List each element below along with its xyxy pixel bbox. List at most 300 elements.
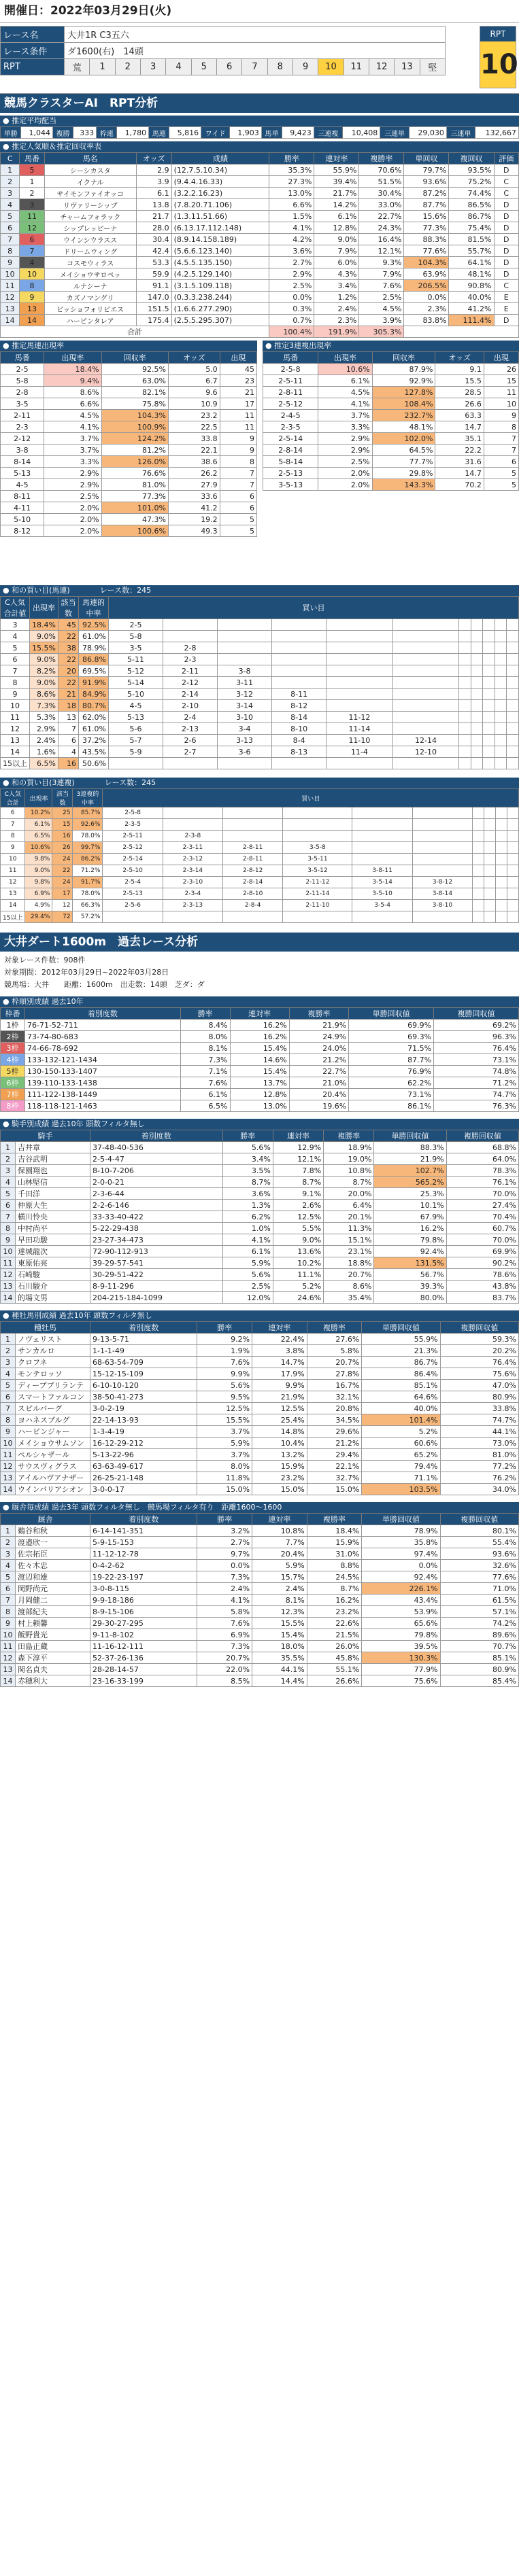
buy-cell-empty bbox=[484, 807, 496, 819]
table-cell: 55.9% bbox=[314, 164, 359, 176]
table-cell: 21.7 bbox=[136, 211, 171, 222]
table-cell: 7 bbox=[1, 1211, 16, 1223]
buy-cell-empty bbox=[483, 735, 495, 746]
table-cell: 12.9% bbox=[273, 1142, 323, 1153]
table-cell: 104.3% bbox=[404, 257, 449, 268]
table-cell: 5.2% bbox=[273, 1281, 323, 1292]
table-cell: 71.5% bbox=[349, 1043, 434, 1054]
table-cell: 2.4% bbox=[252, 1583, 307, 1595]
table-cell: 8枠 bbox=[1, 1100, 25, 1112]
buy-cell-empty bbox=[163, 807, 222, 819]
table-cell: 33.8% bbox=[440, 1403, 518, 1414]
buy-cell: 2-3-14 bbox=[163, 865, 222, 877]
table-cell: 49.3 bbox=[168, 525, 220, 537]
table-cell: 204-215-184-1099 bbox=[90, 1292, 223, 1304]
buy-cell: 5-9 bbox=[108, 746, 163, 758]
table-row bbox=[1, 1223, 519, 1234]
buy-cell-empty bbox=[483, 700, 495, 712]
buy-cell: 5-6 bbox=[108, 723, 163, 735]
table-cell: 7.6% bbox=[197, 1618, 252, 1629]
table-cell: 29-30-27-295 bbox=[90, 1618, 197, 1629]
table-cell: 69.2% bbox=[434, 1020, 519, 1031]
table-cell: 20.7% bbox=[324, 1269, 374, 1281]
rpt-box bbox=[480, 26, 516, 88]
buy-cell-empty bbox=[471, 735, 483, 746]
table-cell: 32.7% bbox=[307, 1472, 362, 1484]
table-cell: 1-1-1-49 bbox=[90, 1345, 197, 1357]
table-cell: 29.4% bbox=[25, 911, 52, 923]
table-cell: 9.8% bbox=[25, 877, 52, 888]
table-cell: 10 bbox=[484, 398, 518, 410]
table-cell: 21.2% bbox=[289, 1054, 348, 1066]
table-cell: 2.7% bbox=[197, 1537, 252, 1548]
table-cell: 13 bbox=[20, 303, 44, 315]
table-cell: 92.9% bbox=[372, 375, 435, 387]
table-cell: 1.3% bbox=[222, 1200, 273, 1211]
table-row bbox=[1, 1345, 519, 1357]
table-cell: 3 bbox=[1, 619, 30, 631]
table-cell: 2 bbox=[1, 1345, 16, 1357]
table-cell: 6 bbox=[220, 502, 256, 514]
table-cell: 27.8% bbox=[307, 1368, 362, 1380]
table-cell: 5.5% bbox=[273, 1223, 323, 1234]
buy-cell-empty bbox=[163, 819, 222, 831]
table-cell: 86.8% bbox=[78, 654, 108, 665]
buy-cell-empty bbox=[471, 654, 483, 665]
table-cell: 27.9 bbox=[168, 479, 220, 491]
table-cell: 18.9% bbox=[324, 1142, 374, 1153]
table-cell: 69.5% bbox=[78, 665, 108, 677]
table-cell: 25.4% bbox=[252, 1414, 307, 1426]
table-cell: 74.7% bbox=[434, 1089, 519, 1100]
buy-cell-empty bbox=[507, 712, 519, 723]
waku-table bbox=[0, 1007, 519, 1112]
table-cell: 127.8% bbox=[372, 387, 435, 398]
pred-table bbox=[0, 152, 519, 338]
table-row bbox=[1, 1414, 519, 1426]
table-cell: 8-9-15-106 bbox=[90, 1606, 197, 1618]
table-cell: 76.4% bbox=[434, 1043, 519, 1054]
buy-cell: 2-13 bbox=[163, 723, 218, 735]
table-cell: 7 bbox=[20, 245, 44, 257]
table-cell: 12.8% bbox=[314, 222, 359, 234]
header-cell: 出現 bbox=[484, 352, 518, 364]
table-cell: 22.7% bbox=[359, 211, 404, 222]
table-cell: 23.1% bbox=[324, 1246, 374, 1257]
table-cell: 2-3 bbox=[1, 421, 44, 433]
table-cell: 仲原大生 bbox=[16, 1200, 90, 1211]
table-row bbox=[1, 514, 257, 525]
table-cell: 27.4% bbox=[446, 1200, 518, 1211]
table-row bbox=[1, 1472, 519, 1484]
table-cell: 2.0% bbox=[44, 502, 101, 514]
table-cell: 6.4% bbox=[324, 1200, 374, 1211]
table-cell: 吉井章 bbox=[16, 1142, 90, 1153]
table-cell: 7.3% bbox=[30, 700, 58, 712]
buy-cell-empty bbox=[459, 746, 471, 758]
table-cell: 2.7% bbox=[269, 257, 314, 268]
table-cell: 130-150-133-1407 bbox=[25, 1066, 181, 1077]
buy-cell-empty bbox=[459, 758, 471, 769]
buy-cell-empty bbox=[483, 689, 495, 700]
table-cell: ルナシーナ bbox=[44, 280, 136, 292]
table-cell: 175.4 bbox=[136, 315, 171, 326]
table-cell: 4.1% bbox=[269, 222, 314, 234]
table-cell: 8 bbox=[20, 280, 44, 292]
table-row bbox=[263, 479, 519, 491]
header-cell: 複勝回収値 bbox=[434, 1008, 519, 1020]
table-cell: 6 bbox=[220, 491, 256, 502]
table-cell: 7 bbox=[484, 433, 518, 445]
table-cell: 23 bbox=[220, 375, 256, 387]
header-cell: 該当数 bbox=[52, 789, 73, 807]
table-cell: 101.4% bbox=[362, 1414, 440, 1426]
table-cell: 7.6% bbox=[180, 1077, 230, 1089]
table-cell: 38.6 bbox=[168, 456, 220, 468]
table-cell: 13 bbox=[1, 735, 30, 746]
buy-cell: 2-5-4 bbox=[103, 877, 163, 888]
table-cell: 15以上 bbox=[1, 758, 30, 769]
header-cell: 勝率 bbox=[197, 1514, 252, 1525]
table-cell: 6.2% bbox=[222, 1211, 273, 1223]
table-cell: 10.2% bbox=[273, 1257, 323, 1269]
pay-value: 5,816 bbox=[169, 127, 201, 139]
kai2-title: ● 和の買い目(3連複) レース数：245 bbox=[0, 778, 519, 788]
table-cell: 4.3% bbox=[314, 268, 359, 280]
table-cell: 11 bbox=[1, 712, 30, 723]
buy-cell-empty bbox=[507, 842, 518, 854]
table-cell: 4.5% bbox=[44, 410, 101, 421]
table-cell: 6.5% bbox=[30, 758, 58, 769]
table-cell: 15 bbox=[484, 375, 518, 387]
pay-value: 9,423 bbox=[282, 127, 314, 139]
table-cell: 5.3% bbox=[30, 712, 58, 723]
table-cell: 11 bbox=[1, 865, 25, 877]
table-cell: 2-5-14 bbox=[263, 433, 318, 445]
table-row bbox=[1, 1153, 519, 1165]
table-cell: 15.5% bbox=[30, 642, 58, 654]
buy-cell-empty bbox=[459, 665, 471, 677]
table-cell: 12 bbox=[52, 900, 73, 911]
table-cell: 3 bbox=[1, 1165, 16, 1177]
table-cell: 7.7% bbox=[252, 1537, 307, 1548]
buy-cell: 2-8 bbox=[163, 642, 218, 654]
table-cell: 15.9% bbox=[252, 1461, 307, 1472]
rpt-scale-cell: 8 bbox=[267, 59, 292, 75]
table-cell: 5 bbox=[484, 468, 518, 479]
buy-cell: 4-5 bbox=[108, 700, 163, 712]
table-cell: 67.9% bbox=[374, 1211, 446, 1223]
table-cell: 2-5-8 bbox=[263, 364, 318, 375]
table-cell: 8.6% bbox=[44, 387, 101, 398]
table-cell: 69.9% bbox=[446, 1246, 518, 1257]
table-cell: 55.7% bbox=[449, 245, 494, 257]
buy-cell-empty bbox=[473, 911, 484, 923]
header-cell: 着別度数 bbox=[25, 1008, 181, 1020]
table-cell: 15.0% bbox=[197, 1484, 252, 1495]
table-cell: 26 bbox=[484, 364, 518, 375]
table-cell: 13.8 bbox=[136, 199, 171, 211]
buy-cell-empty bbox=[483, 654, 495, 665]
table-cell: 70.0% bbox=[446, 1188, 518, 1200]
table-cell: 14 bbox=[1, 1484, 16, 1495]
table-cell: 20.7% bbox=[307, 1357, 362, 1368]
table-row bbox=[1, 689, 519, 700]
table-cell: 3.6% bbox=[269, 245, 314, 257]
table-cell: 21.5% bbox=[307, 1629, 362, 1641]
table-cell: 10.6% bbox=[25, 842, 52, 854]
table-cell: 56.7% bbox=[374, 1269, 446, 1281]
buy-cell-empty bbox=[495, 677, 507, 689]
table-cell: 23-27-34-473 bbox=[90, 1234, 223, 1246]
table-cell: 151.5 bbox=[136, 303, 171, 315]
header-cell: 複勝回収値 bbox=[446, 1130, 518, 1142]
table-cell: 85.1% bbox=[440, 1652, 518, 1664]
buy-cell-empty bbox=[392, 758, 459, 769]
buy-cell-empty bbox=[272, 654, 327, 665]
table-row bbox=[1, 303, 519, 315]
table-cell: 14.7 bbox=[435, 421, 484, 433]
pay-label: 三連単 bbox=[380, 127, 409, 139]
table-cell: 100.9% bbox=[101, 421, 168, 433]
table-cell: (3.2.2.16.23) bbox=[171, 188, 269, 199]
table-cell: コスモウィラス bbox=[44, 257, 136, 268]
pay-value: 333 bbox=[73, 127, 97, 139]
table-cell: 73.1% bbox=[349, 1089, 434, 1100]
table-cell: 6.6% bbox=[269, 199, 314, 211]
table-row bbox=[1, 1368, 519, 1380]
table-cell: 13.2% bbox=[252, 1449, 307, 1461]
table-cell: 12 bbox=[1, 723, 30, 735]
table-cell: ハーピンタレア bbox=[44, 315, 136, 326]
buy-cell-empty bbox=[392, 642, 459, 654]
table-cell: D bbox=[494, 211, 519, 222]
table-cell: 59.9 bbox=[136, 268, 171, 280]
table-row bbox=[1, 1269, 519, 1281]
table-cell: 2枠 bbox=[1, 1031, 25, 1043]
table-cell: 9.9% bbox=[252, 1380, 307, 1391]
table-cell: 93.5% bbox=[449, 164, 494, 176]
table-cell: 83.8% bbox=[404, 315, 449, 326]
table-cell: 22 bbox=[58, 631, 78, 642]
table-cell: 4.5% bbox=[359, 303, 404, 315]
table-cell: 8-12 bbox=[1, 525, 44, 537]
buy-cell-empty bbox=[507, 700, 519, 712]
buy-cell-empty bbox=[412, 831, 472, 842]
table-cell: 4 bbox=[1, 1368, 16, 1380]
header-cell: 複勝率 bbox=[307, 1322, 362, 1334]
buy-cell: 5-10 bbox=[108, 689, 163, 700]
table-cell: 62.0% bbox=[78, 712, 108, 723]
buy-cell: 2-5-13 bbox=[103, 888, 163, 900]
table-cell: 渡邉欣一 bbox=[16, 1537, 90, 1548]
table-row bbox=[1, 1537, 519, 1548]
table-row bbox=[1, 1641, 519, 1652]
pay-label: 複勝 bbox=[52, 127, 73, 139]
table-cell: C bbox=[494, 280, 519, 292]
table-cell: 64.0% bbox=[446, 1153, 518, 1165]
table-cell: 29.4% bbox=[307, 1449, 362, 1461]
table-cell: 12.8% bbox=[230, 1089, 289, 1100]
table-cell: 11-16-12-111 bbox=[90, 1641, 197, 1652]
table-cell: 0.0% bbox=[269, 292, 314, 303]
table-cell: 5 bbox=[1, 642, 30, 654]
table-cell: 7.9% bbox=[314, 245, 359, 257]
buy-cell: 2-8-14 bbox=[223, 877, 283, 888]
table-cell: D bbox=[494, 222, 519, 234]
table-cell: (5.6.6.123.140) bbox=[171, 245, 269, 257]
header-cell: 複勝回収値 bbox=[440, 1322, 518, 1334]
table-row bbox=[1, 1438, 519, 1449]
table-cell: 東原佑亮 bbox=[16, 1257, 90, 1269]
buy-cell: 5-13 bbox=[108, 712, 163, 723]
table-cell: 9.2% bbox=[197, 1334, 252, 1345]
table-cell: 71.1% bbox=[362, 1472, 440, 1484]
table-cell: 86.1% bbox=[349, 1100, 434, 1112]
buy-cell-empty bbox=[392, 619, 459, 631]
table-cell: 15.1% bbox=[324, 1234, 374, 1246]
header-cell: C人気合計値 bbox=[1, 597, 30, 619]
table-cell: 2.4% bbox=[30, 735, 58, 746]
buy-cell: 2-7 bbox=[163, 746, 218, 758]
table-row bbox=[1, 1606, 519, 1618]
buy-cell-empty bbox=[163, 619, 218, 631]
table-cell: モンテロッソ bbox=[16, 1368, 90, 1380]
buy-cell: 2-5-8 bbox=[103, 807, 163, 819]
table-cell: 11 bbox=[1, 1641, 16, 1652]
header-cell: 連対率 bbox=[230, 1008, 289, 1020]
table-cell: 6 bbox=[1, 1583, 16, 1595]
table-cell: 78.9% bbox=[78, 642, 108, 654]
header-cell: 買い目 bbox=[108, 597, 518, 619]
table-cell: 7枠 bbox=[1, 1089, 25, 1100]
table-cell: (8.9.14.158.189) bbox=[171, 234, 269, 245]
table-cell: 62.2% bbox=[349, 1077, 434, 1089]
header-cell: 着別度数 bbox=[90, 1130, 223, 1142]
buy-cell-empty bbox=[218, 631, 272, 642]
table-cell: 7.9% bbox=[359, 268, 404, 280]
table-cell: 3.3% bbox=[44, 456, 101, 468]
table-cell: 2.3% bbox=[314, 315, 359, 326]
table-cell: 6.6% bbox=[44, 398, 101, 410]
table-cell: 2 bbox=[1, 1537, 16, 1548]
table-cell: 25.3% bbox=[374, 1188, 446, 1200]
sire-table bbox=[0, 1321, 519, 1495]
table-cell: 7.3% bbox=[197, 1641, 252, 1652]
buy-cell-empty bbox=[412, 854, 472, 865]
buy-cell-empty bbox=[327, 689, 393, 700]
table-cell: 20.4% bbox=[289, 1089, 348, 1100]
table-row bbox=[1, 525, 257, 537]
table-cell: 16 bbox=[52, 831, 73, 842]
buy-cell: 2-5-10 bbox=[103, 865, 163, 877]
table-cell: 80.0% bbox=[374, 1292, 446, 1304]
table-cell: サイモンファイオッコ bbox=[44, 188, 136, 199]
table-cell: 9 bbox=[220, 433, 256, 445]
buy-cell-empty bbox=[495, 700, 507, 712]
table-cell: 6.7 bbox=[168, 375, 220, 387]
header-cell: 複勝率 bbox=[324, 1130, 374, 1142]
table-cell: 16.2% bbox=[230, 1020, 289, 1031]
table-cell: カズノマングリ bbox=[44, 292, 136, 303]
buy-cell: 11-14 bbox=[327, 723, 393, 735]
table-cell: 75.4% bbox=[449, 222, 494, 234]
table-cell: ハービンジャー bbox=[16, 1426, 90, 1438]
table-cell: 2.4% bbox=[197, 1583, 252, 1595]
table-cell: 37-48-40-536 bbox=[90, 1142, 223, 1153]
buy-cell: 2-11-10 bbox=[283, 900, 352, 911]
jockey-table bbox=[0, 1130, 519, 1304]
buy-cell-empty bbox=[471, 712, 483, 723]
table-cell: (0.3.3.238.244) bbox=[171, 292, 269, 303]
table-cell: 11.3% bbox=[324, 1223, 374, 1234]
sanrenpuku-title: ● 推定3連複出現率 bbox=[263, 341, 519, 351]
buy-cell: 5-8 bbox=[108, 631, 163, 642]
buy-cell-empty bbox=[459, 712, 471, 723]
table-cell: 53.3 bbox=[136, 257, 171, 268]
table-cell: 102.0% bbox=[372, 433, 435, 445]
table-cell: 山林堅信 bbox=[16, 1177, 90, 1188]
rpt-scale-cell: 3 bbox=[140, 59, 165, 75]
table-cell: 24.9% bbox=[289, 1031, 348, 1043]
buy-cell: 2-6 bbox=[163, 735, 218, 746]
table-cell: 71.2% bbox=[73, 865, 103, 877]
table-cell: 10.6% bbox=[318, 364, 372, 375]
buy-cell-empty bbox=[283, 911, 352, 923]
table-cell: 12.5% bbox=[197, 1403, 252, 1414]
table-cell: 76.1% bbox=[446, 1177, 518, 1188]
table-cell: 5-8-14 bbox=[263, 456, 318, 468]
banner-rpt: 競馬クラスターAI RPT分析 bbox=[0, 94, 519, 113]
table-cell: 渡辺和雄 bbox=[16, 1571, 90, 1583]
table-cell: 26 bbox=[52, 842, 73, 854]
buy-cell: 2-5-14 bbox=[103, 854, 163, 865]
table-cell: 7 bbox=[1, 1595, 16, 1606]
buy-cell-empty bbox=[272, 665, 327, 677]
table-cell: 9 bbox=[1, 1426, 16, 1438]
table-cell: メイショウサロペッ bbox=[44, 268, 136, 280]
header-cell: オッズ bbox=[168, 352, 220, 364]
table-cell: 66.3% bbox=[73, 900, 103, 911]
table-cell: 2-3-5 bbox=[263, 421, 318, 433]
table-cell: 6.1% bbox=[25, 819, 52, 831]
table-cell: 91.9% bbox=[78, 677, 108, 689]
table-cell: 12.3% bbox=[252, 1606, 307, 1618]
table-row bbox=[263, 398, 519, 410]
table-row bbox=[1, 1334, 519, 1345]
table-cell: 24 bbox=[52, 854, 73, 865]
table-cell: 43.8% bbox=[446, 1281, 518, 1292]
table-cell: 76.4% bbox=[440, 1357, 518, 1368]
buy-cell-empty bbox=[412, 807, 472, 819]
buy-cell-empty bbox=[459, 677, 471, 689]
table-cell: 2-4-5 bbox=[263, 410, 318, 421]
table-cell: 14.8% bbox=[252, 1426, 307, 1438]
table-cell: 103.5% bbox=[362, 1484, 440, 1495]
rpt-scale-cell: 4 bbox=[166, 59, 191, 75]
table-cell: 74-66-78-692 bbox=[25, 1043, 181, 1054]
table-cell: 96.3% bbox=[434, 1031, 519, 1043]
rpt-scale-cell: 2 bbox=[115, 59, 140, 75]
buy-cell: 3-10 bbox=[218, 712, 272, 723]
table-row bbox=[263, 387, 519, 398]
table-cell: 3.9 bbox=[136, 176, 171, 188]
table-cell: 5 bbox=[1, 1380, 16, 1391]
table-row bbox=[263, 433, 519, 445]
rpt-scale-cell: 荒 bbox=[65, 59, 90, 75]
buy-cell-empty bbox=[507, 619, 519, 631]
header-cell: 3連複的中率 bbox=[73, 789, 103, 807]
